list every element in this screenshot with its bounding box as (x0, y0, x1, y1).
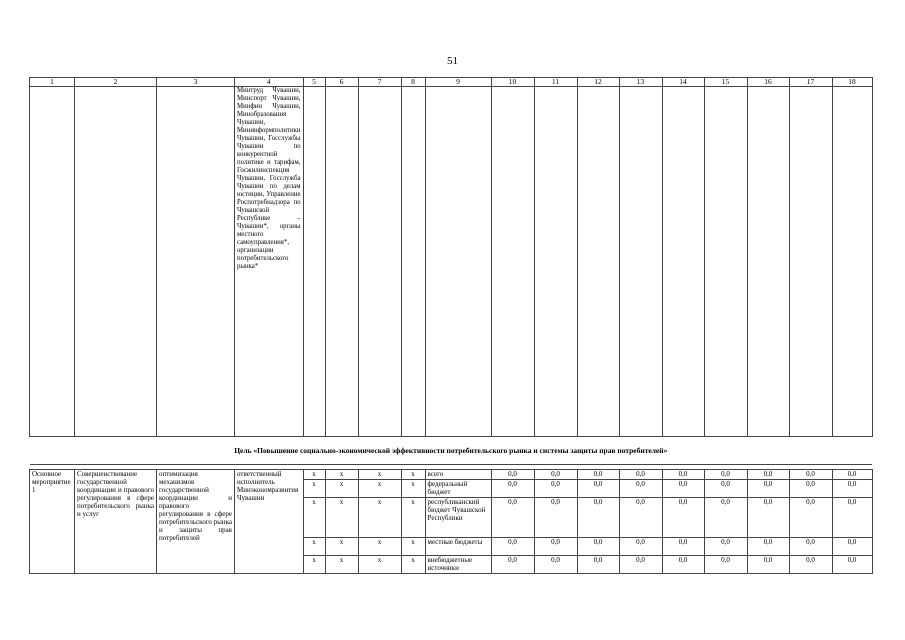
col-header: 2 (75, 78, 157, 87)
activity-type: Основное мероприятие 1 (30, 470, 75, 574)
table-cell: x (303, 556, 325, 574)
table-cell: 0,0 (491, 498, 534, 538)
col-header: 17 (789, 78, 832, 87)
table-cell: 0,0 (704, 538, 747, 556)
page-number: 51 (447, 55, 458, 67)
table-cell: 0,0 (619, 556, 662, 574)
table-cell: x (325, 556, 358, 574)
table-cell: 0,0 (491, 556, 534, 574)
table-cell: 0,0 (832, 470, 872, 480)
col-header: 14 (662, 78, 704, 87)
table-cell: 0,0 (747, 480, 789, 498)
table-cell: x (303, 480, 325, 498)
continued-executors: Минтруд Чувашии, Минспорт Чувашии, Минфин Чувашии, Минобразования Чувашии, Мининформполитики Чувашии, Госслужбы Чувашии по конкурентной политике и тарифам, Госжилинспекция Чувашии, Госслужба Чувашии по делам юстиции, Управление Роспотребнадзора по Чувашской Республике – Чувашии*, органы местного самоуправления*, организации потребительского рынка* (235, 87, 304, 437)
funding-source: местные бюджеты (425, 538, 491, 556)
table-cell: 0,0 (534, 556, 577, 574)
table-cell: 0,0 (704, 556, 747, 574)
activity-task: оптимизация механизмов государственной координации и правового регулирования в сфере потребительского рынка и защиты прав потребителей (157, 470, 235, 574)
funding-row (30, 470, 873, 480)
table-cell: 0,0 (832, 538, 872, 556)
table-cell: 0,0 (619, 480, 662, 498)
funding-source: внебюджетные источники (425, 556, 491, 574)
col-header: 6 (325, 78, 358, 87)
table-cell: 0,0 (789, 538, 832, 556)
table-cell: 0,0 (491, 480, 534, 498)
column-number-row (30, 78, 873, 87)
table-cell: 0,0 (577, 538, 619, 556)
table-cell: 0,0 (832, 498, 872, 538)
table-cell: 0,0 (662, 470, 704, 480)
table-cell: 0,0 (747, 556, 789, 574)
table-cell: x (358, 470, 401, 480)
table-cell: 0,0 (789, 480, 832, 498)
table-cell: 0,0 (662, 480, 704, 498)
table-cell: x (358, 498, 401, 538)
table-cell: x (325, 538, 358, 556)
table-cell: 0,0 (534, 498, 577, 538)
goal-row (30, 437, 873, 465)
table-cell: 0,0 (789, 498, 832, 538)
program-table (29, 77, 873, 574)
table-cell: 0,0 (577, 480, 619, 498)
col-header: 5 (303, 78, 325, 87)
table-cell: 0,0 (747, 498, 789, 538)
table-cell: 0,0 (789, 470, 832, 480)
table-cell: x (325, 480, 358, 498)
table-cell: x (303, 498, 325, 538)
funding-source: республиканский бюджет Чувашской Республики (425, 498, 491, 538)
table-cell: 0,0 (832, 480, 872, 498)
table-cell: 0,0 (704, 470, 747, 480)
table-cell: x (358, 556, 401, 574)
table-cell: 0,0 (662, 538, 704, 556)
col-header: 9 (425, 78, 491, 87)
table-cell: x (401, 498, 425, 538)
activity-name: Совершенствование государственной координации и правового регулирования в сфере потребительского рынка и услуг (75, 470, 157, 574)
table-cell: x (401, 480, 425, 498)
table-cell: 0,0 (491, 470, 534, 480)
table-cell: x (401, 538, 425, 556)
table-cell: 0,0 (577, 556, 619, 574)
table-cell: x (401, 470, 425, 480)
table-cell: 0,0 (619, 470, 662, 480)
col-header: 16 (747, 78, 789, 87)
col-header: 12 (577, 78, 619, 87)
table-cell: 0,0 (704, 498, 747, 538)
table-cell: 0,0 (619, 498, 662, 538)
table-cell: x (401, 556, 425, 574)
table-cell: 0,0 (832, 556, 872, 574)
table-cell: x (325, 498, 358, 538)
table-cell: x (303, 538, 325, 556)
table-cell: 0,0 (747, 538, 789, 556)
continued-row (30, 87, 873, 437)
col-header: 3 (157, 78, 235, 87)
table-cell: 0,0 (491, 538, 534, 556)
col-header: 13 (619, 78, 662, 87)
table-cell: x (358, 480, 401, 498)
table-cell: x (325, 470, 358, 480)
col-header: 7 (358, 78, 401, 87)
table-cell: 0,0 (789, 556, 832, 574)
table-cell: 0,0 (747, 470, 789, 480)
table-cell: 0,0 (534, 480, 577, 498)
col-header: 15 (704, 78, 747, 87)
table-cell: 0,0 (534, 470, 577, 480)
col-header: 8 (401, 78, 425, 87)
table-cell: 0,0 (704, 480, 747, 498)
col-header: 18 (832, 78, 872, 87)
table-cell: 0,0 (534, 538, 577, 556)
funding-source: федеральный бюджет (425, 480, 491, 498)
table-cell: 0,0 (662, 556, 704, 574)
table-cell: 0,0 (577, 498, 619, 538)
col-header: 4 (235, 78, 304, 87)
col-header: 1 (30, 78, 75, 87)
table-cell: 0,0 (577, 470, 619, 480)
table-cell: x (358, 538, 401, 556)
table-cell: x (303, 470, 325, 480)
col-header: 11 (534, 78, 577, 87)
funding-source: всего (425, 470, 491, 480)
col-header: 10 (491, 78, 534, 87)
goal-title: Цель «Повышение социально-экономической эффективности потребительского рынка и системы защиты прав потребителей» (30, 437, 873, 465)
activity-executor: ответственный исполнитель Минэкономразвития Чувашии (235, 470, 304, 574)
table-cell: 0,0 (662, 498, 704, 538)
table-cell: 0,0 (619, 538, 662, 556)
